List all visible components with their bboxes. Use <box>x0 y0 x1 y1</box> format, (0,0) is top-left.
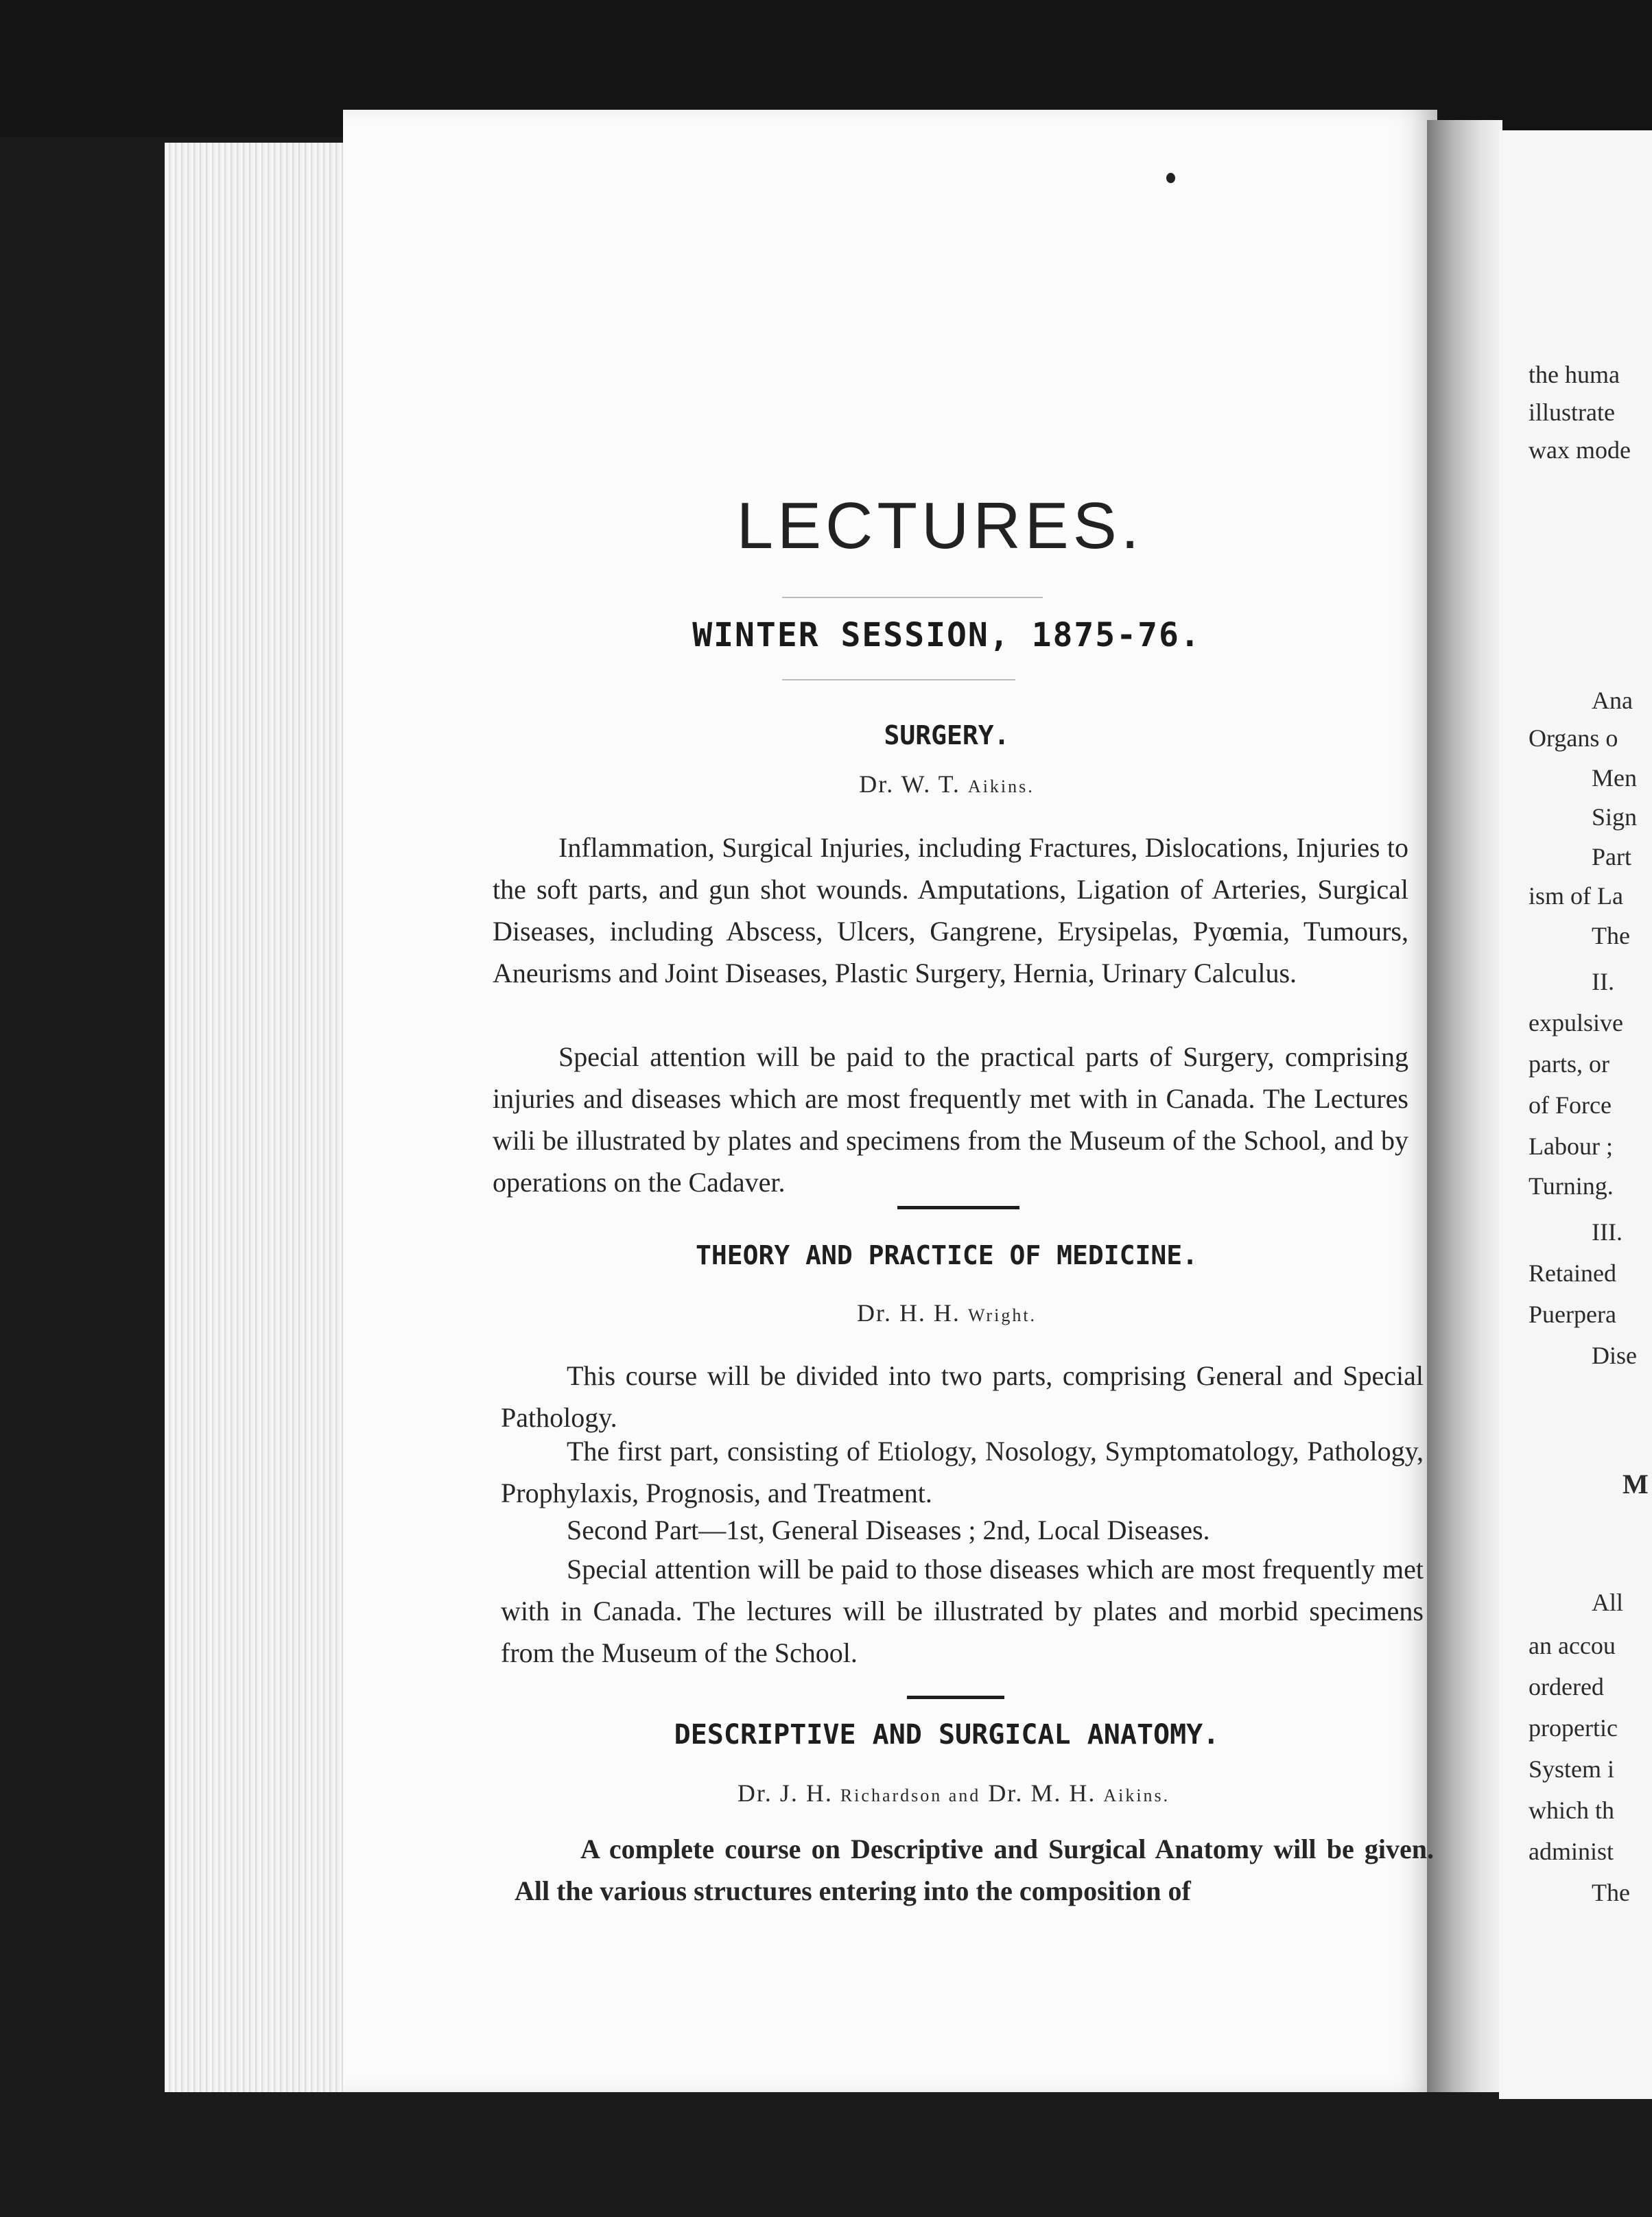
lecturer-name: Richardson and <box>840 1786 981 1805</box>
lecturer-medicine <box>686 1299 1207 1327</box>
right-page-line: Turning. <box>1529 1172 1614 1200</box>
lecturer-surgery <box>686 770 1207 798</box>
lecturer-name: Aikins. <box>967 776 1035 796</box>
page-edges <box>165 143 370 2092</box>
right-page-line: an accou <box>1529 1632 1616 1659</box>
lecturer-anatomy <box>576 1779 1331 1807</box>
right-page-line: Organs o <box>1529 724 1618 752</box>
right-page-line: Labour ; <box>1529 1133 1613 1160</box>
session-heading: WINTER SESSION, 1875-76. <box>692 616 1201 654</box>
lecturer-prefix: Dr. M. H. <box>988 1779 1096 1807</box>
right-page-line: expulsive <box>1529 1009 1623 1036</box>
page-title: LECTURES. <box>736 489 1144 562</box>
right-page-line: II. <box>1592 968 1614 995</box>
paragraph: Second Part—1st, General Diseases ; 2nd, Local Diseases. <box>567 1515 1210 1545</box>
right-page-line: Part <box>1592 843 1631 870</box>
right-page-line: Dise <box>1592 1342 1637 1369</box>
right-page-heading: M <box>1622 1469 1649 1499</box>
paragraph: The first part, consisting of Etiology, Nosology, Symptomatology, Pathology, Prophylaxis, Prognosis, and Treatment. <box>501 1436 1424 1508</box>
right-page-line: The <box>1592 922 1630 949</box>
paragraph: Inflammation, Surgical Injuries, including Fractures, Dislocations, Injuries to the soft parts, and gun shot wounds. Amputations, Ligation of Arteries, Surgical Diseases, including Abscess, Ulcers, Gangrene, Erysipelas, Pyœmia, Tumours, Aneurisms and Joint Diseases, Plastic Surgery, Hernia, Urinary Calculus. <box>493 832 1408 988</box>
right-page-line: administ <box>1529 1838 1614 1865</box>
right-page-line: ordered <box>1529 1673 1604 1700</box>
paragraph: Special attention will be paid to the practical parts of Surgery, comprising injuries and diseases which are most frequently met with in Canada. The Lectures wili be illustrated by plates and specimens from the Museum of the School, and by operations on the Cadaver. <box>493 1041 1408 1198</box>
book-gutter <box>1427 120 1502 2092</box>
right-page-line: which th <box>1529 1797 1614 1824</box>
section-heading-anatomy: DESCRIPTIVE AND SURGICAL ANATOMY. <box>674 1719 1220 1751</box>
right-page-line: of Force <box>1529 1091 1612 1119</box>
right-page-line: Sign <box>1592 803 1638 831</box>
lecturer-name: Wright. <box>967 1305 1037 1325</box>
right-page-line: Retained <box>1529 1259 1616 1287</box>
right-page-line: wax mode <box>1529 436 1631 464</box>
right-page-line: The <box>1592 1879 1630 1906</box>
right-page-line: the huma <box>1529 361 1620 388</box>
right-page-line: illustrate <box>1529 399 1615 426</box>
paragraph: A complete course on Descriptive and Surgical Anatomy will be given. All the various structures entering into the composition of <box>515 1834 1434 1906</box>
right-page-line: Men <box>1592 764 1637 792</box>
title-divider <box>782 597 1043 598</box>
section-heading-surgery: SURGERY. <box>884 720 1010 750</box>
right-page-line: ism of La <box>1529 882 1623 910</box>
paragraph: Special attention will be paid to those diseases which are most frequently met with in Canada. The lectures will be illustrated by plates and morbid specimens from the Museum of the School. <box>501 1554 1424 1668</box>
lecturer-prefix: Dr. H. H. <box>856 1299 960 1327</box>
ink-dot <box>1166 173 1175 183</box>
right-page-line: Ana <box>1592 687 1633 714</box>
right-page-line: propertic <box>1529 1714 1618 1742</box>
section-heading-medicine: THEORY AND PRACTICE OF MEDICINE. <box>695 1240 1199 1270</box>
section-divider <box>907 1696 1004 1699</box>
paragraph: This course will be divided into two parts, comprising General and Special Pathology. <box>501 1360 1424 1433</box>
lecturer-prefix: Dr. W. T. <box>859 770 960 798</box>
lecturer-prefix: Dr. J. H. <box>737 1779 833 1807</box>
session-divider <box>782 679 1015 680</box>
lecturer-name: Aikins. <box>1103 1786 1170 1805</box>
right-page-line: III. <box>1592 1218 1622 1246</box>
section-divider <box>897 1206 1019 1209</box>
right-page-line: parts, or <box>1529 1050 1609 1078</box>
right-page-line: System i <box>1529 1755 1615 1783</box>
right-page-line: Puerpera <box>1529 1301 1616 1328</box>
right-page-line: All <box>1592 1589 1624 1616</box>
